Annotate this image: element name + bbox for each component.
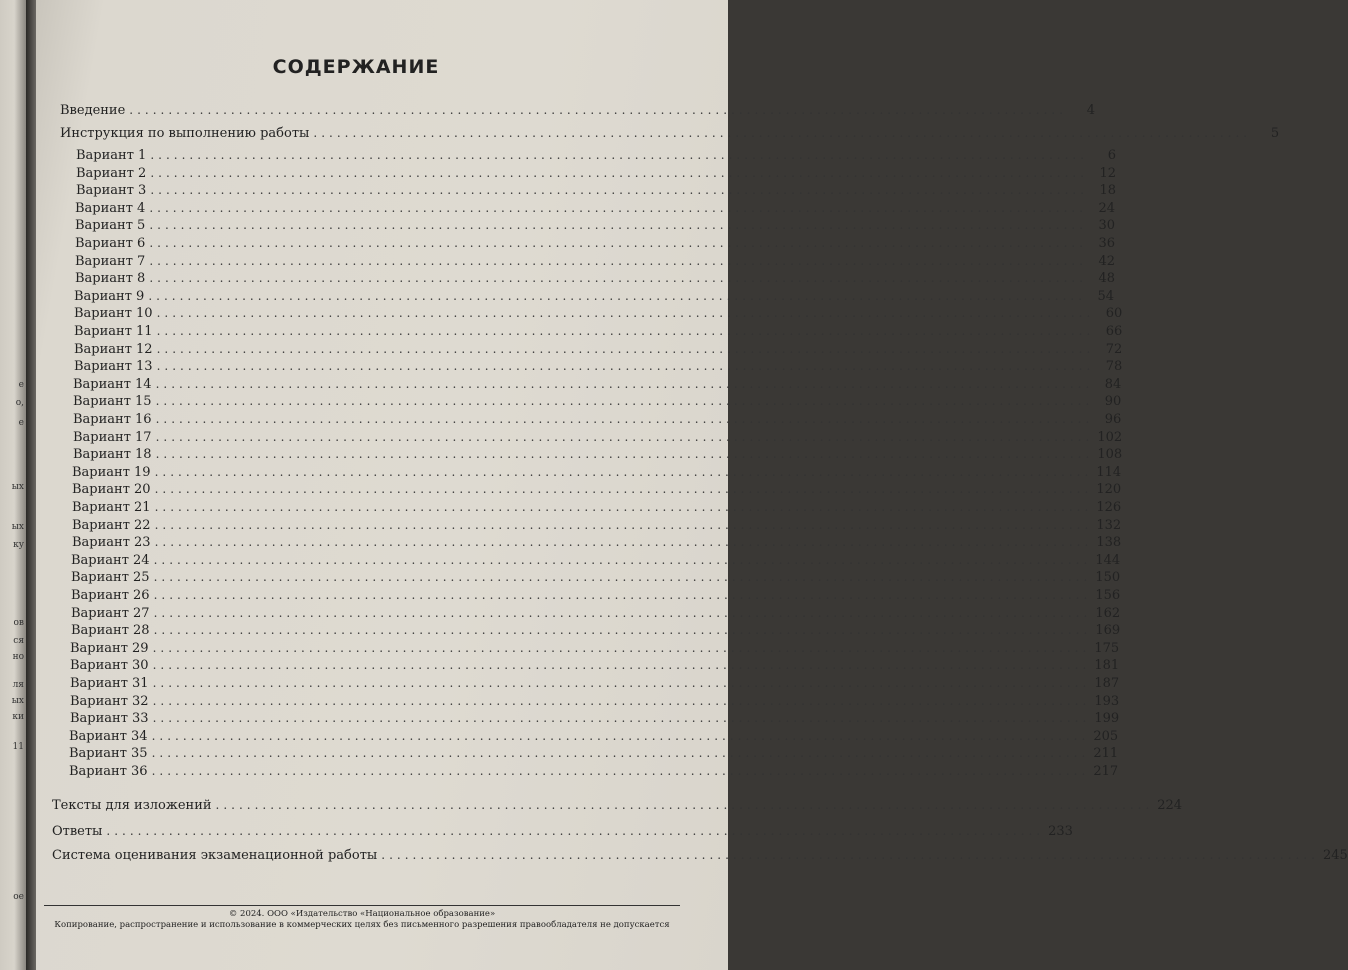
toc-entry-page-number: 150 [1095,570,1121,586]
toc-entry [71,552,1121,568]
book-gutter [26,0,36,970]
toc-entry [69,764,1119,779]
toc-entry [73,376,1122,392]
toc-entry-title: Вариант 28 [71,623,150,639]
toc-entry [75,253,1116,269]
toc-entry-page-number: 144 [1095,552,1121,568]
dot-leader: ........................................................................................................................ [150,165,1089,180]
toc-entry-page-number: 54 [1097,288,1115,304]
toc-entry [73,429,1123,445]
dot-leader: ........................................................................................................................ [149,236,1088,250]
toc-entry [73,412,1122,427]
toc-entry-title: Вариант 8 [75,271,146,287]
dot-leader: ........................................................................................................................ [152,693,1091,708]
toc-entry-page-number: 126 [1096,500,1122,515]
toc-entry-page-number: 84 [1104,376,1122,392]
toc-entry-page-number: 114 [1096,464,1122,480]
toc-entry-page-number: 187 [1094,676,1120,691]
toc-entry [71,605,1121,621]
toc-entry-page-number: 90 [1104,394,1122,410]
dot-leader: ........................................................................................................................ [150,148,1089,162]
toc-entry [75,236,1116,251]
toc-entry [52,798,1183,813]
toc-entry-title: Вариант 1 [76,148,147,163]
dot-leader: ........................................................................................................................ [153,552,1092,567]
toc-entry [52,824,1073,839]
toc-entry [60,103,1096,118]
toc-entry-title: Вариант 13 [74,359,153,375]
toc-entry-page-number: 96 [1104,412,1122,427]
toc-entry [52,848,1348,863]
dot-leader: ........................................................................................................................ [155,412,1094,426]
toc-entry-page-number: 181 [1094,658,1120,674]
footer-notice: Копирование, распространение и использование в коммерческих целях без письменного разрешения правообладателя не допускается [54,920,670,930]
dot-leader: ........................................................................................................................ [152,640,1091,655]
dot-leader: ........................................................................................................................ [152,711,1091,726]
toc-entry [70,676,1120,691]
toc-entry-title: Вариант 12 [74,341,153,357]
toc-entry-page-number: 18 [1099,183,1117,199]
toc-entry-title: Вариант 33 [70,711,149,727]
toc-entry [69,728,1119,744]
toc-entry [75,200,1116,216]
toc-entry-title: Инструкция по выполнению работы [60,126,310,141]
toc-entry [72,464,1122,480]
toc-entry [60,126,1280,141]
toc-entry-title: Вариант 21 [72,500,151,515]
toc-entry [70,658,1120,674]
toc-entry-page-number: 36 [1098,236,1116,251]
toc-entry [74,324,1123,339]
adjacent-page-text-fragment: ых [11,696,24,706]
toc-entry-page-number: 102 [1097,429,1123,445]
dot-leader: ........................................................................................................................ [151,746,1090,761]
dot-leader: ........................................................................................................................ [154,517,1093,532]
dot-leader: ........................................................................................................................ [154,535,1093,550]
toc-entry-title: Вариант 10 [74,306,153,322]
toc-entry-title: Вариант 7 [75,253,146,269]
dot-leader: ........................................................................................................................ [153,623,1092,638]
dot-leader: ........................................................................................................................ [153,588,1092,602]
dot-leader: ........................................................................................................................ [154,482,1093,497]
adjacent-page-text-fragment: ых [11,482,24,492]
toc-entry-page-number: 211 [1093,746,1119,762]
toc-entry-page-number: 4 [1086,103,1096,118]
toc-entry-title: Вариант 11 [74,324,153,339]
toc-entry-page-number: 120 [1096,482,1122,498]
toc-entry-page-number: 78 [1105,359,1123,375]
toc-entry [75,218,1116,234]
toc-entry-page-number: 132 [1096,517,1122,533]
footer-copyright: © 2024. ООО «Издательство «Национальное образование» [228,909,496,919]
toc-entry-page-number: 48 [1098,271,1116,287]
toc-entry-title: Вариант 22 [72,517,151,533]
dot-leader: ........................................................................................................................ [313,126,1252,140]
adjacent-page-edge [0,0,26,970]
dot-leader: ........................................................................................................................ [152,676,1091,690]
toc-entry [70,693,1120,709]
toc-entry-title: Вариант 5 [75,218,146,234]
toc-entry-page-number: 224 [1157,798,1183,813]
dot-leader: ........................................................................................................................ [154,464,1093,479]
toc-entry-title: Вариант 19 [72,464,151,480]
toc-entry-title: Вариант 20 [72,482,151,498]
toc-entry [72,517,1122,533]
toc-entry-page-number: 12 [1099,165,1117,181]
toc-entry-page-number: 199 [1094,711,1120,727]
toc-entry [69,746,1119,762]
dot-leader: ........................................................................................................................ [149,200,1088,215]
toc-entry [72,500,1122,515]
toc-entry [74,359,1123,375]
toc-entry-page-number: 108 [1097,447,1123,463]
toc-entry [74,288,1115,304]
toc-entry-title: Вариант 35 [69,746,148,762]
toc-entry-page-number: 24 [1098,200,1116,216]
adjacent-page-text-fragment: о, [15,398,24,408]
dot-leader: ........................................................................................................................ [150,183,1089,198]
dot-leader: ........................................................................................................................ [154,500,1093,514]
footer-divider [44,905,680,906]
dot-leader: ........................................................................................................................ [153,570,1092,585]
toc-entry-page-number: 72 [1105,341,1123,357]
toc-entry [73,394,1122,410]
toc-entry-page-number: 5 [1270,126,1280,141]
adjacent-page-text-fragment: е [18,380,24,390]
toc-entry-page-number: 156 [1095,588,1121,603]
adjacent-page-text-fragment: ое [13,892,24,902]
adjacent-page-text-fragment: ся [13,636,24,646]
toc-entry [72,535,1122,551]
toc-entry-title: Вариант 4 [75,200,146,216]
dot-leader: ........................................................................................................................ [155,376,1094,391]
dot-leader: ........................................................................................................................ [156,341,1095,356]
adjacent-page-text-fragment: е [18,418,24,428]
toc-entry-title: Система оценивания экзаменационной работы [52,848,378,863]
toc-entry-title: Вариант 17 [73,429,152,445]
dot-leader: ........................................................................................................................ [215,798,1154,812]
toc-entry [72,482,1122,498]
toc-entry-title: Вариант 26 [71,588,150,603]
dot-leader: ........................................................................................................................ [148,288,1087,303]
toc-entry [76,148,1117,163]
dot-leader: ........................................................................................................................ [153,605,1092,620]
toc-entry-title: Вариант 27 [71,605,150,621]
toc-entry-title: Вариант 3 [76,183,147,199]
dot-leader: ........................................................................................................................ [381,848,1319,862]
dot-leader: ........................................................................................................................ [152,658,1091,673]
toc-entry-title: Вариант 6 [75,236,146,251]
dot-leader: ........................................................................................................................ [155,394,1094,409]
toc-entry-page-number: 60 [1105,306,1123,322]
toc-entry-title: Вариант 16 [73,412,152,427]
dot-leader: ........................................................................................................................ [149,271,1088,286]
toc-entry-title: Вариант 15 [73,394,152,410]
dot-leader: ........................................................................................................................ [151,728,1090,743]
toc-entry [76,165,1117,181]
toc-entry-page-number: 193 [1094,693,1120,709]
toc-entry-title: Вариант 25 [71,570,150,586]
toc-entry [75,271,1116,287]
toc-entry-title: Вариант 32 [70,693,149,709]
toc-entry [74,341,1123,357]
adjacent-page-text-fragment: но [12,652,24,662]
adjacent-page-text-fragment: ки [12,712,24,722]
toc-entry-page-number: 42 [1098,253,1116,269]
toc-entry-title: Вариант 34 [69,728,148,744]
dot-leader: ........................................................................................................................ [149,218,1088,233]
toc-entry-page-number: 6 [1107,148,1117,163]
toc-entry-page-number: 217 [1093,764,1119,779]
toc-entry-title: Тексты для изложений [52,798,212,813]
contents-page [36,0,1348,970]
toc-entry-title: Вариант 29 [70,640,149,656]
toc-entry-title: Вариант 14 [73,376,152,392]
toc-entry-page-number: 169 [1095,623,1121,639]
dot-leader: ........................................................................................................................ [155,447,1094,462]
adjacent-page-text-fragment: ля [12,680,24,690]
toc-entry-page-number: 30 [1098,218,1116,234]
adjacent-page-text-fragment: ов [13,618,24,628]
page-title: СОДЕРЖАНИЕ [272,56,440,78]
toc-entry-title: Вариант 31 [70,676,149,691]
dot-leader: ........................................................................................................................ [155,429,1094,444]
toc-entry-title: Вариант 18 [73,447,152,463]
dot-leader: ........................................................................................................................ [151,764,1090,778]
toc-entry-page-number: 66 [1105,324,1123,339]
toc-entry-title: Вариант 2 [76,165,147,181]
toc-entry-title: Введение [60,103,126,118]
toc-entry-title: Ответы [52,824,103,839]
toc-entry-title: Вариант 23 [72,535,151,551]
toc-entry [70,711,1120,727]
dot-leader: ........................................................................................................................ [156,324,1095,338]
adjacent-page-text-fragment: 11 [12,742,24,752]
toc-entry-page-number: 233 [1048,824,1073,839]
adjacent-page-text-fragment: ых [11,522,24,532]
toc-entry-page-number: 175 [1094,640,1120,656]
toc-entry-page-number: 245 [1322,848,1348,863]
toc-entry-title: Вариант 24 [71,552,150,568]
adjacent-page-text-fragment: ку [13,540,24,550]
toc-entry [70,640,1120,656]
dot-leader: ........................................................................................................................ [156,306,1095,321]
dot-leader: ........................................................................................................................ [156,359,1095,374]
toc-entry-page-number: 205 [1093,728,1119,744]
toc-entry [71,623,1121,639]
toc-entry [74,306,1123,322]
dot-leader: ........................................................................................................................ [149,253,1088,268]
toc-entry-title: Вариант 30 [70,658,149,674]
toc-entry [73,447,1123,463]
toc-entry-page-number: 138 [1096,535,1122,551]
toc-entry-title: Вариант 36 [69,764,148,779]
toc-entry-title: Вариант 9 [74,288,145,304]
toc-entry [76,183,1117,199]
toc-entry [71,570,1121,586]
dot-leader: ........................................................................................................................ [129,103,1068,117]
toc-entry [71,588,1121,603]
dot-leader: ........................................................................................................................ [106,824,1045,838]
toc-entry-page-number: 162 [1095,605,1121,621]
